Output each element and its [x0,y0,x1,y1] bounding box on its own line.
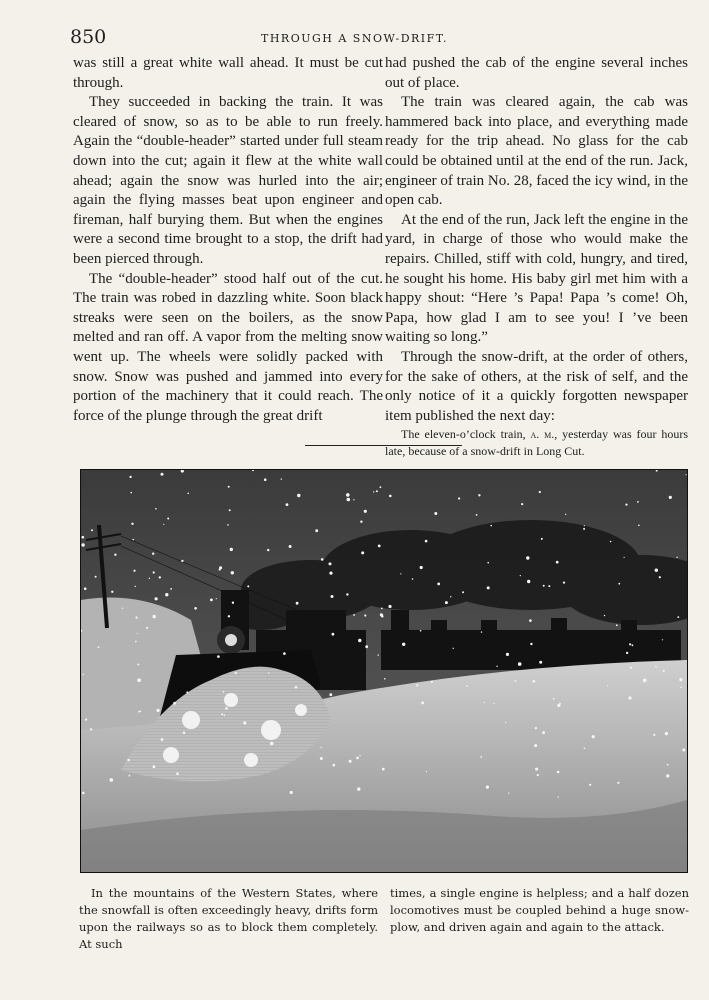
snowflake [161,473,164,476]
snowflake [267,549,269,551]
snowflake [518,662,522,666]
snowflake [543,585,545,587]
snowflake [373,491,374,492]
snowflake [421,702,424,705]
snowflake [480,756,482,758]
snowflake [155,597,158,600]
snowflake [315,529,318,532]
snowflake [484,702,485,703]
snowflake [416,684,418,686]
snowflake [353,499,354,500]
snowflake [526,556,529,559]
snowflake [382,768,385,771]
newspaper-clipping [385,426,688,459]
snowflake [365,645,368,648]
snowflake [224,714,226,716]
snowflake [235,672,237,674]
snowflake [165,593,168,596]
snowflake [159,576,161,578]
snowflake [535,768,538,771]
snowflake [364,614,366,616]
paragraph: was still a great white wall ahead. It must be cut through. [73,55,383,91]
snowflake [557,771,560,774]
snowflake [637,501,639,503]
snowflake [628,696,631,699]
snowflake [289,545,292,548]
snowflake [268,672,269,673]
snowflake [610,541,612,543]
snowflake [533,680,536,683]
snowflake [135,586,136,587]
snowflake [434,512,437,515]
snowflake [329,572,332,575]
snowflake [161,738,164,741]
snowflake [626,652,628,654]
snowflake [155,508,157,510]
snowflake [359,755,360,756]
snowflake [90,728,92,730]
snowflake [643,679,647,683]
snowflake [487,562,489,564]
snowflake [216,598,217,599]
snowflake [527,580,530,583]
snowflake [679,678,682,681]
snowflake [389,495,392,498]
snowflake [243,721,246,724]
snowflake [539,491,541,493]
snowflake [426,771,427,772]
snowflake [346,493,350,497]
snowflake [583,528,585,530]
snowflake [663,670,665,672]
snowflake [333,764,336,767]
snowflake [135,641,137,643]
left-column [73,54,383,426]
snowflake [297,494,300,497]
snowflake [490,525,492,527]
clipping-text: The eleven-o’clock train, [401,427,531,442]
snowflake [616,624,618,626]
snowflake [329,562,332,565]
snowflake [137,678,141,682]
snowflake [384,678,386,680]
snowflake [388,605,391,608]
snowflake [296,602,299,605]
snowflake [592,735,595,738]
snowflake [662,639,663,640]
snowflake [420,630,422,632]
snowflake [539,661,542,664]
snowflake [625,504,627,506]
snowflake [677,616,679,618]
snowflake [232,602,234,604]
snowflake [286,503,289,506]
snowflake [506,653,509,656]
snowflake [558,796,559,797]
snowflake [81,543,84,546]
snowflake [565,514,566,515]
snowflake [228,615,230,617]
snowflake [556,561,559,564]
snowflake [152,553,154,555]
snowflake [589,784,591,786]
snowflake [508,793,509,794]
snowflake [170,588,172,590]
snowflake [146,627,148,629]
snowflake [153,571,155,573]
snowflake [563,582,565,584]
snowflake [541,538,543,540]
snowflake [686,474,687,475]
paragraph: At the end of the run, Jack left the engine in the yard, in charge of those who would make the repairs. Chilled, stiff with cold, hungry, and tired, he sought his home. His baby girl met him with a happy shout: “Here ’s Papa! Papa ’s come! Oh, Papa, how glad I am to see you! I ’ve been waiting so long.” [385,211,688,346]
snowflake [676,557,677,558]
snowflake [376,490,378,492]
snowflake [140,711,142,713]
snowflake [210,599,213,602]
snowflake [149,578,150,579]
snowflake [264,478,267,481]
snowflake [466,685,468,687]
snowflake [183,731,186,734]
snowflake [680,687,682,689]
snowflake [295,686,298,689]
snowflake [505,722,506,723]
snowflake [231,571,234,574]
caption-right: times, a single engine is helpless; and a half dozen locomotives must be coupled behind a huge snow-plow, and driven again and again to the attack. [390,886,689,934]
snowflake [83,674,84,675]
snowflake [91,529,93,531]
snowflake [194,607,197,610]
snowflake [420,566,423,569]
snowflake [535,727,537,729]
snowflake [225,707,228,710]
snowflake [478,494,480,496]
snowflake [476,514,478,516]
page-number: 850 [70,26,107,48]
snowflake [223,691,225,693]
paragraph: They succeeded in backing the train. It was cleared of snow, so as to be able to run freely. Again the “double-header” started under full steam down into the cut; again it flew at the white wall ahead; again the snow was hurled into the air; again the flying masses beat upon engineer and fireman, half burying them. But when the engines were a second time brought to a stop, the drift had been pierced through. [73,94,383,267]
snowflake [135,617,137,619]
snowflake [607,685,608,686]
snowflake [584,525,585,526]
snowflake [349,760,352,763]
snowflake [95,576,97,578]
snowflake [360,521,362,523]
snowflake [331,595,334,598]
snowflake [129,476,131,478]
snowflake [122,608,123,609]
snowflake [138,711,140,713]
snowflake [98,646,100,648]
snowflake [496,666,497,667]
snowflake [130,492,132,494]
snowflake [604,615,605,616]
snowflake [632,644,634,646]
snowflake [412,578,414,580]
snowflake [437,583,440,586]
snowflake [381,615,384,618]
snowflake [402,643,405,646]
snowflake [515,680,517,682]
snowflake [669,496,672,499]
snowflake [521,503,523,505]
snowflake [655,569,658,572]
snowflake [187,493,189,495]
snowflake [655,666,657,668]
paragraph: Through the snow-drift, at the order of others, for the sake of others, at the risk of self, and the only notice of it a quickly forgotten newspaper item published the next day: [385,348,688,424]
snowflake [659,576,661,578]
snowflake [453,648,454,649]
illustration-caption [79,885,689,953]
snowflake [153,615,156,618]
snowflake [665,732,668,735]
snowflake [493,703,494,704]
snowflake [530,643,532,645]
snowflake [358,639,361,642]
snowflake [638,525,640,527]
snowflake [132,539,134,541]
snowflake [110,778,114,782]
snowflake [542,731,545,734]
section-divider [305,445,462,446]
snowflake [329,693,332,696]
snowflake [445,601,448,604]
snowflake [221,713,223,715]
snowflake [163,524,164,525]
snowflake [111,591,113,593]
snowflake [84,587,87,590]
snowflake [624,557,625,558]
snowflake [400,573,401,574]
running-title: THROUGH A SNOW-DRIFT. [260,32,448,45]
snowflake [653,734,655,736]
snowflake [425,540,428,543]
snowflake [462,591,464,593]
snowflake [347,498,351,502]
snowflake [529,619,532,622]
snowflake [487,586,490,589]
snowflake [247,585,249,587]
snowflake [153,765,156,768]
snowflake [481,631,482,632]
snowflake [82,536,85,539]
snowflake [666,774,669,777]
caption-left: In the mountains of the Western States, where the snowfall is often exceedingly heavy, drifts form upon the railways so as to block them completely. At such [79,886,378,951]
snowflake [114,554,116,556]
snowflake [537,774,539,776]
snowflake [281,478,282,479]
snowflake [82,792,85,795]
snowflake [364,510,367,513]
snowflake [378,654,379,655]
snowflake [346,593,348,595]
snowflake [557,704,560,707]
snowflake [682,749,685,752]
snowflake [229,509,231,511]
snowflake [176,772,179,775]
snowflake [290,791,293,794]
snowflake [137,633,138,634]
right-column [385,54,688,459]
snowflake [431,681,433,683]
snowflake [227,524,229,526]
snowflake [629,643,631,645]
snowflake [133,570,135,572]
snowflake [534,744,537,747]
paragraph: The train was cleared again, the cab was hammered back into place, and everything made ready for the trip ahead. No glass for the cab could be obtained until at the end of the run. Jack, engineer of train No. 28, faced the icy wind, in the open cab. [385,94,688,209]
snowflake [230,548,233,551]
snowflake [353,614,355,616]
snowflake [332,633,335,636]
snowplow-illustration [80,469,688,873]
snowflake [520,575,521,576]
snowflake [173,702,176,705]
snowflake [219,568,221,570]
snowflake [667,764,669,766]
snowflake [217,655,220,658]
snowflake [553,698,555,700]
snowflake [618,583,620,585]
snowflake [356,757,359,760]
snowflake [357,787,360,790]
snowflake [85,719,87,721]
snowflake [486,786,489,789]
snowflake [584,748,586,750]
paragraph: had pushed the cab of the engine several inches out of place. [385,55,688,91]
snowflake [548,585,550,587]
snowflake [228,486,230,488]
snowflake [128,775,130,777]
snowflake [127,759,130,762]
snowflake [381,608,383,610]
paragraph: The “double-header” stood half out of the cut. The train was robed in dazzling white. Soon black streaks were seen on the boilers, as the snow melted and ran off. A vapor from the melting snow went up. The wheels were solidly packed with snow. Snow was pushed and jammed into every portion of the machinery that it could reach. The force of the plunge through the great drift [73,270,383,424]
snowflake [131,523,133,525]
snowflake [458,497,460,499]
snowflake [270,742,274,746]
clipping-time: a. m. [530,427,555,442]
snowflake [378,545,381,548]
snowflake [320,757,323,760]
page-header [0,24,709,50]
snowflake [283,652,286,655]
snowflake [321,747,322,748]
snowflake [380,486,382,488]
snowflake [137,664,139,666]
snowflake [186,691,188,693]
clipping-text: , yesterday was four hours late, because of a snow-drift in Long Cut. [385,427,688,458]
engraving-svg [81,470,687,872]
snowflake [321,558,324,561]
snowflake [617,782,619,784]
snowflake [157,709,160,712]
snowflake [361,551,364,554]
snowflake [181,560,183,562]
snowflake [630,667,632,669]
snowflake [450,596,451,597]
snowflake [167,518,169,520]
